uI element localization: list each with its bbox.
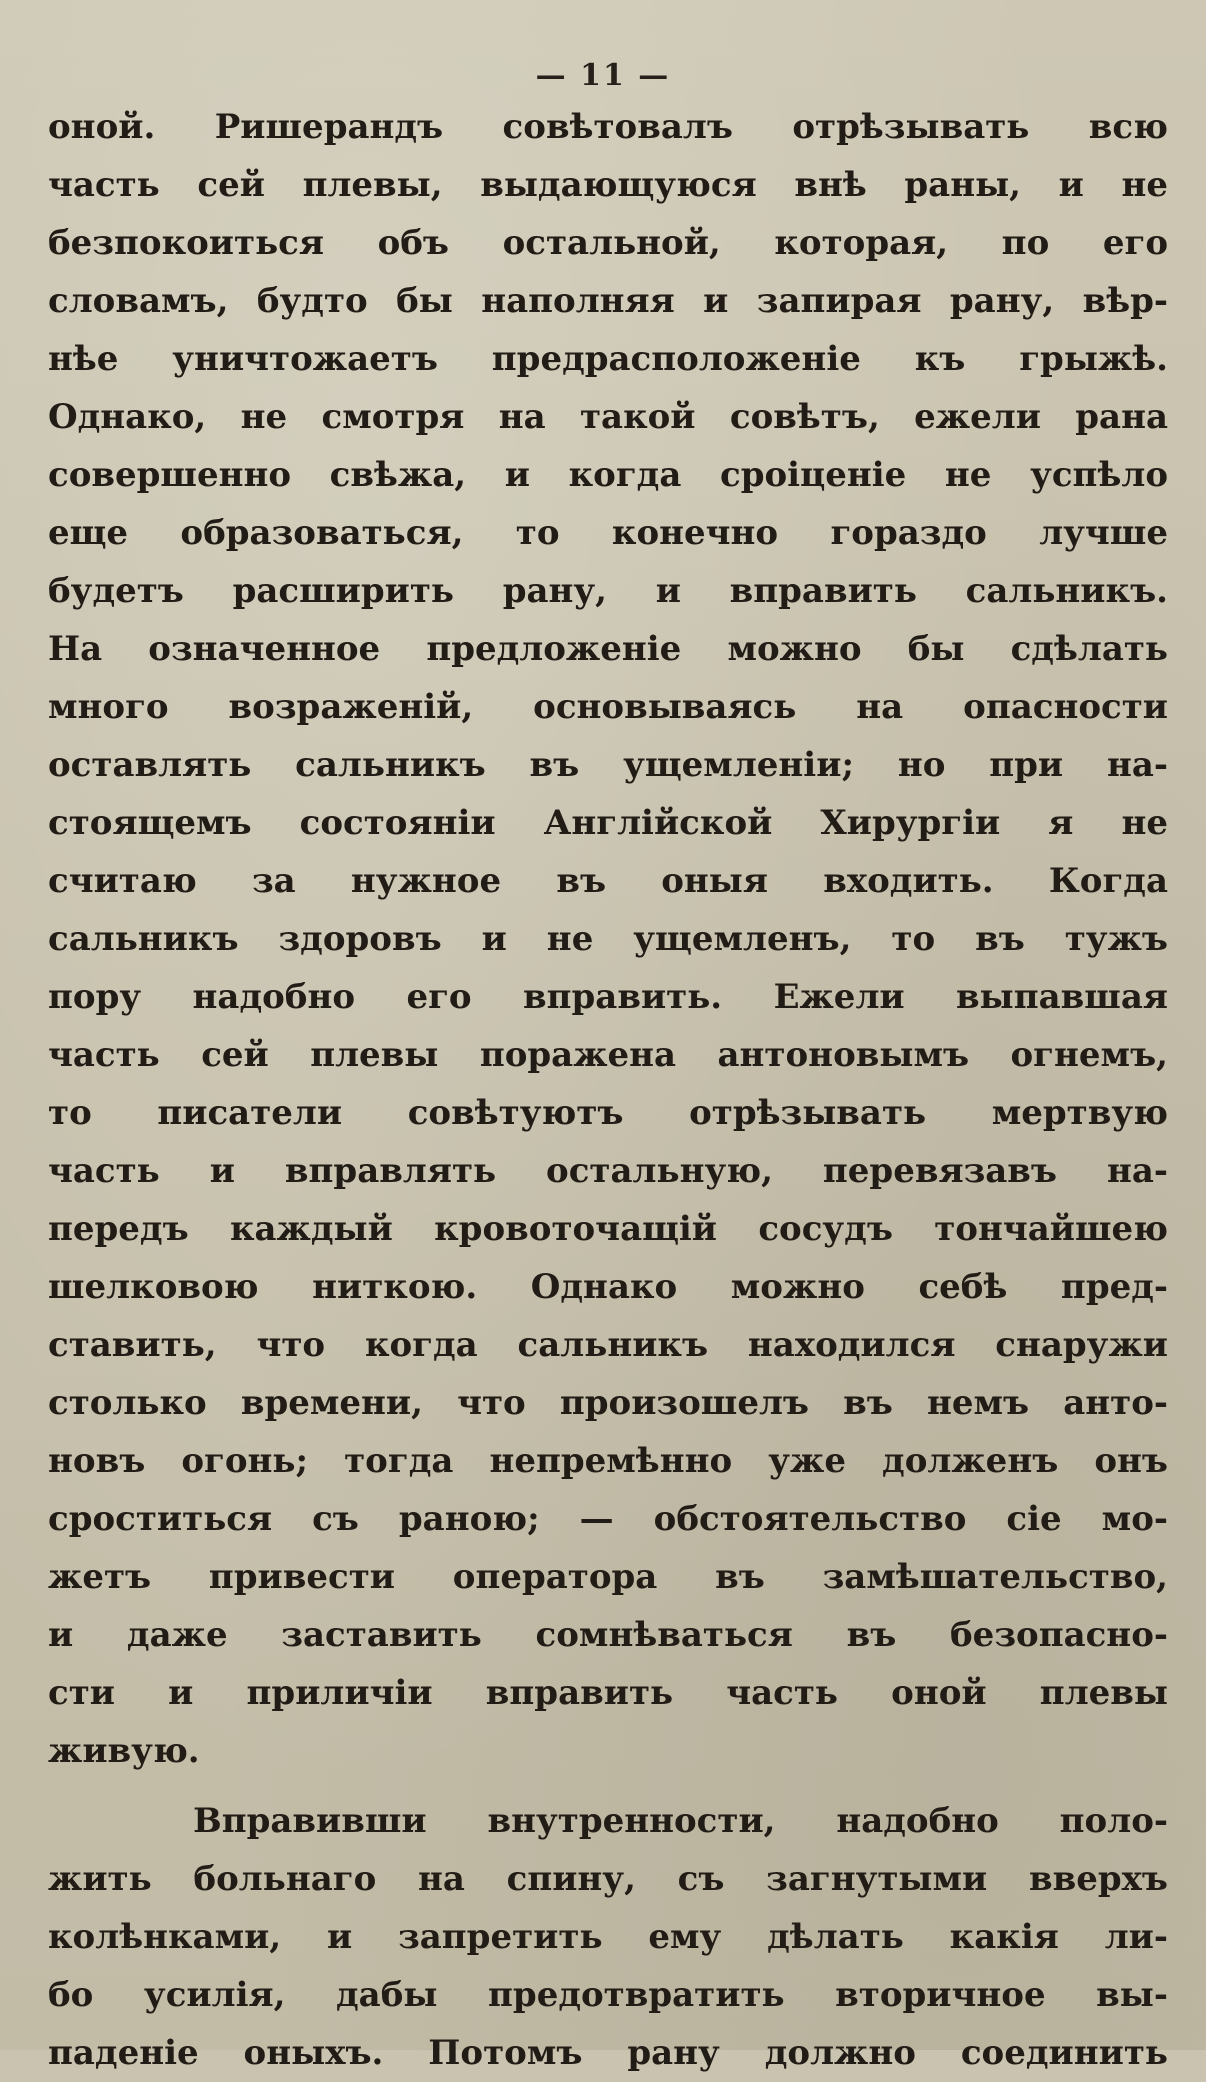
text-line: бо усилія, дабы предотвратить вторичное вы- bbox=[48, 1975, 1168, 2015]
text-line: ставить, что когда сальникъ находился снаружи bbox=[48, 1325, 1168, 1365]
page-number: — 11 — bbox=[535, 58, 671, 93]
text-line: часть и вправлять остальную, перевязавъ на- bbox=[48, 1151, 1168, 1191]
text-line: оставлять сальникъ въ ущемленіи; но при на- bbox=[48, 745, 1168, 785]
text-line: передъ каждый кровоточащій сосудъ тончайшею bbox=[48, 1209, 1168, 1249]
text-line: сроститься съ раною; — обстоятельство сіе мо- bbox=[48, 1499, 1168, 1539]
body-text bbox=[48, 98, 1168, 2082]
text-line: оной. Ришерандъ совѣтовалъ отрѣзывать всю bbox=[48, 107, 1168, 147]
text-line: сальникъ здоровъ и не ущемленъ, то въ тужъ bbox=[48, 919, 1168, 959]
text-line: совершенно свѣжа, и когда сроіценіе не успѣло bbox=[48, 455, 1168, 495]
text-line: еще образоваться, то конечно гораздо лучше bbox=[48, 513, 1168, 553]
text-line: паденіе оныхъ. Потомъ рану должно соединить bbox=[48, 2033, 1168, 2073]
text-line: много возраженій, основываясь на опасности bbox=[48, 687, 1168, 727]
text-line: жетъ привести оператора въ замѣшательство, bbox=[48, 1557, 1168, 1597]
text-line: то писатели совѣтуютъ отрѣзывать мертвую bbox=[48, 1093, 1168, 1133]
text-line: нѣе уничтожаетъ предрасположеніе къ грыжѣ. bbox=[48, 339, 1168, 379]
text-line: живую. bbox=[48, 1731, 200, 1771]
text-line: сти и приличіи вправить часть оной плевы bbox=[48, 1673, 1168, 1713]
paragraph-gap bbox=[48, 1780, 1168, 1792]
text-line: столько времени, что произошелъ въ немъ анто- bbox=[48, 1383, 1168, 1423]
text-line: словамъ, будто бы наполняя и запирая рану, вѣр- bbox=[48, 281, 1168, 321]
paragraph-first-line: Вправивши внутренности, надобно поло- bbox=[193, 1801, 1168, 1841]
text-line: считаю за нужное въ оныя входить. Когда bbox=[48, 861, 1168, 901]
text-line: часть сей плевы поражена антоновымъ огнемъ, bbox=[48, 1035, 1168, 1075]
text-line: пору надобно его вправить. Ежели выпавшая bbox=[48, 977, 1168, 1017]
text-line: Однако, не смотря на такой совѣтъ, ежели рана bbox=[48, 397, 1168, 437]
text-line: жить больнаго на спину, съ загнутыми вверхъ bbox=[48, 1859, 1168, 1899]
text-line: и даже заставить сомнѣваться въ безопасно- bbox=[48, 1615, 1168, 1655]
text-line: будетъ расширить рану, и вправить сальникъ. bbox=[48, 571, 1168, 611]
text-line: На означенное предложеніе можно бы сдѣлать bbox=[48, 629, 1168, 669]
text-line: шелковою ниткою. Однако можно себѣ пред- bbox=[48, 1267, 1168, 1307]
text-line: новъ огонь; тогда непремѣнно уже долженъ онъ bbox=[48, 1441, 1168, 1481]
text-line: стоящемъ состояніи Англійской Хирургіи я не bbox=[48, 803, 1168, 843]
text-line: колѣнками, и запретить ему дѣлать какія ли- bbox=[48, 1917, 1168, 1957]
text-line: безпокоиться объ остальной, которая, по его bbox=[48, 223, 1168, 263]
text-line: часть сей плевы, выдающуюся внѣ раны, и не bbox=[48, 165, 1168, 205]
